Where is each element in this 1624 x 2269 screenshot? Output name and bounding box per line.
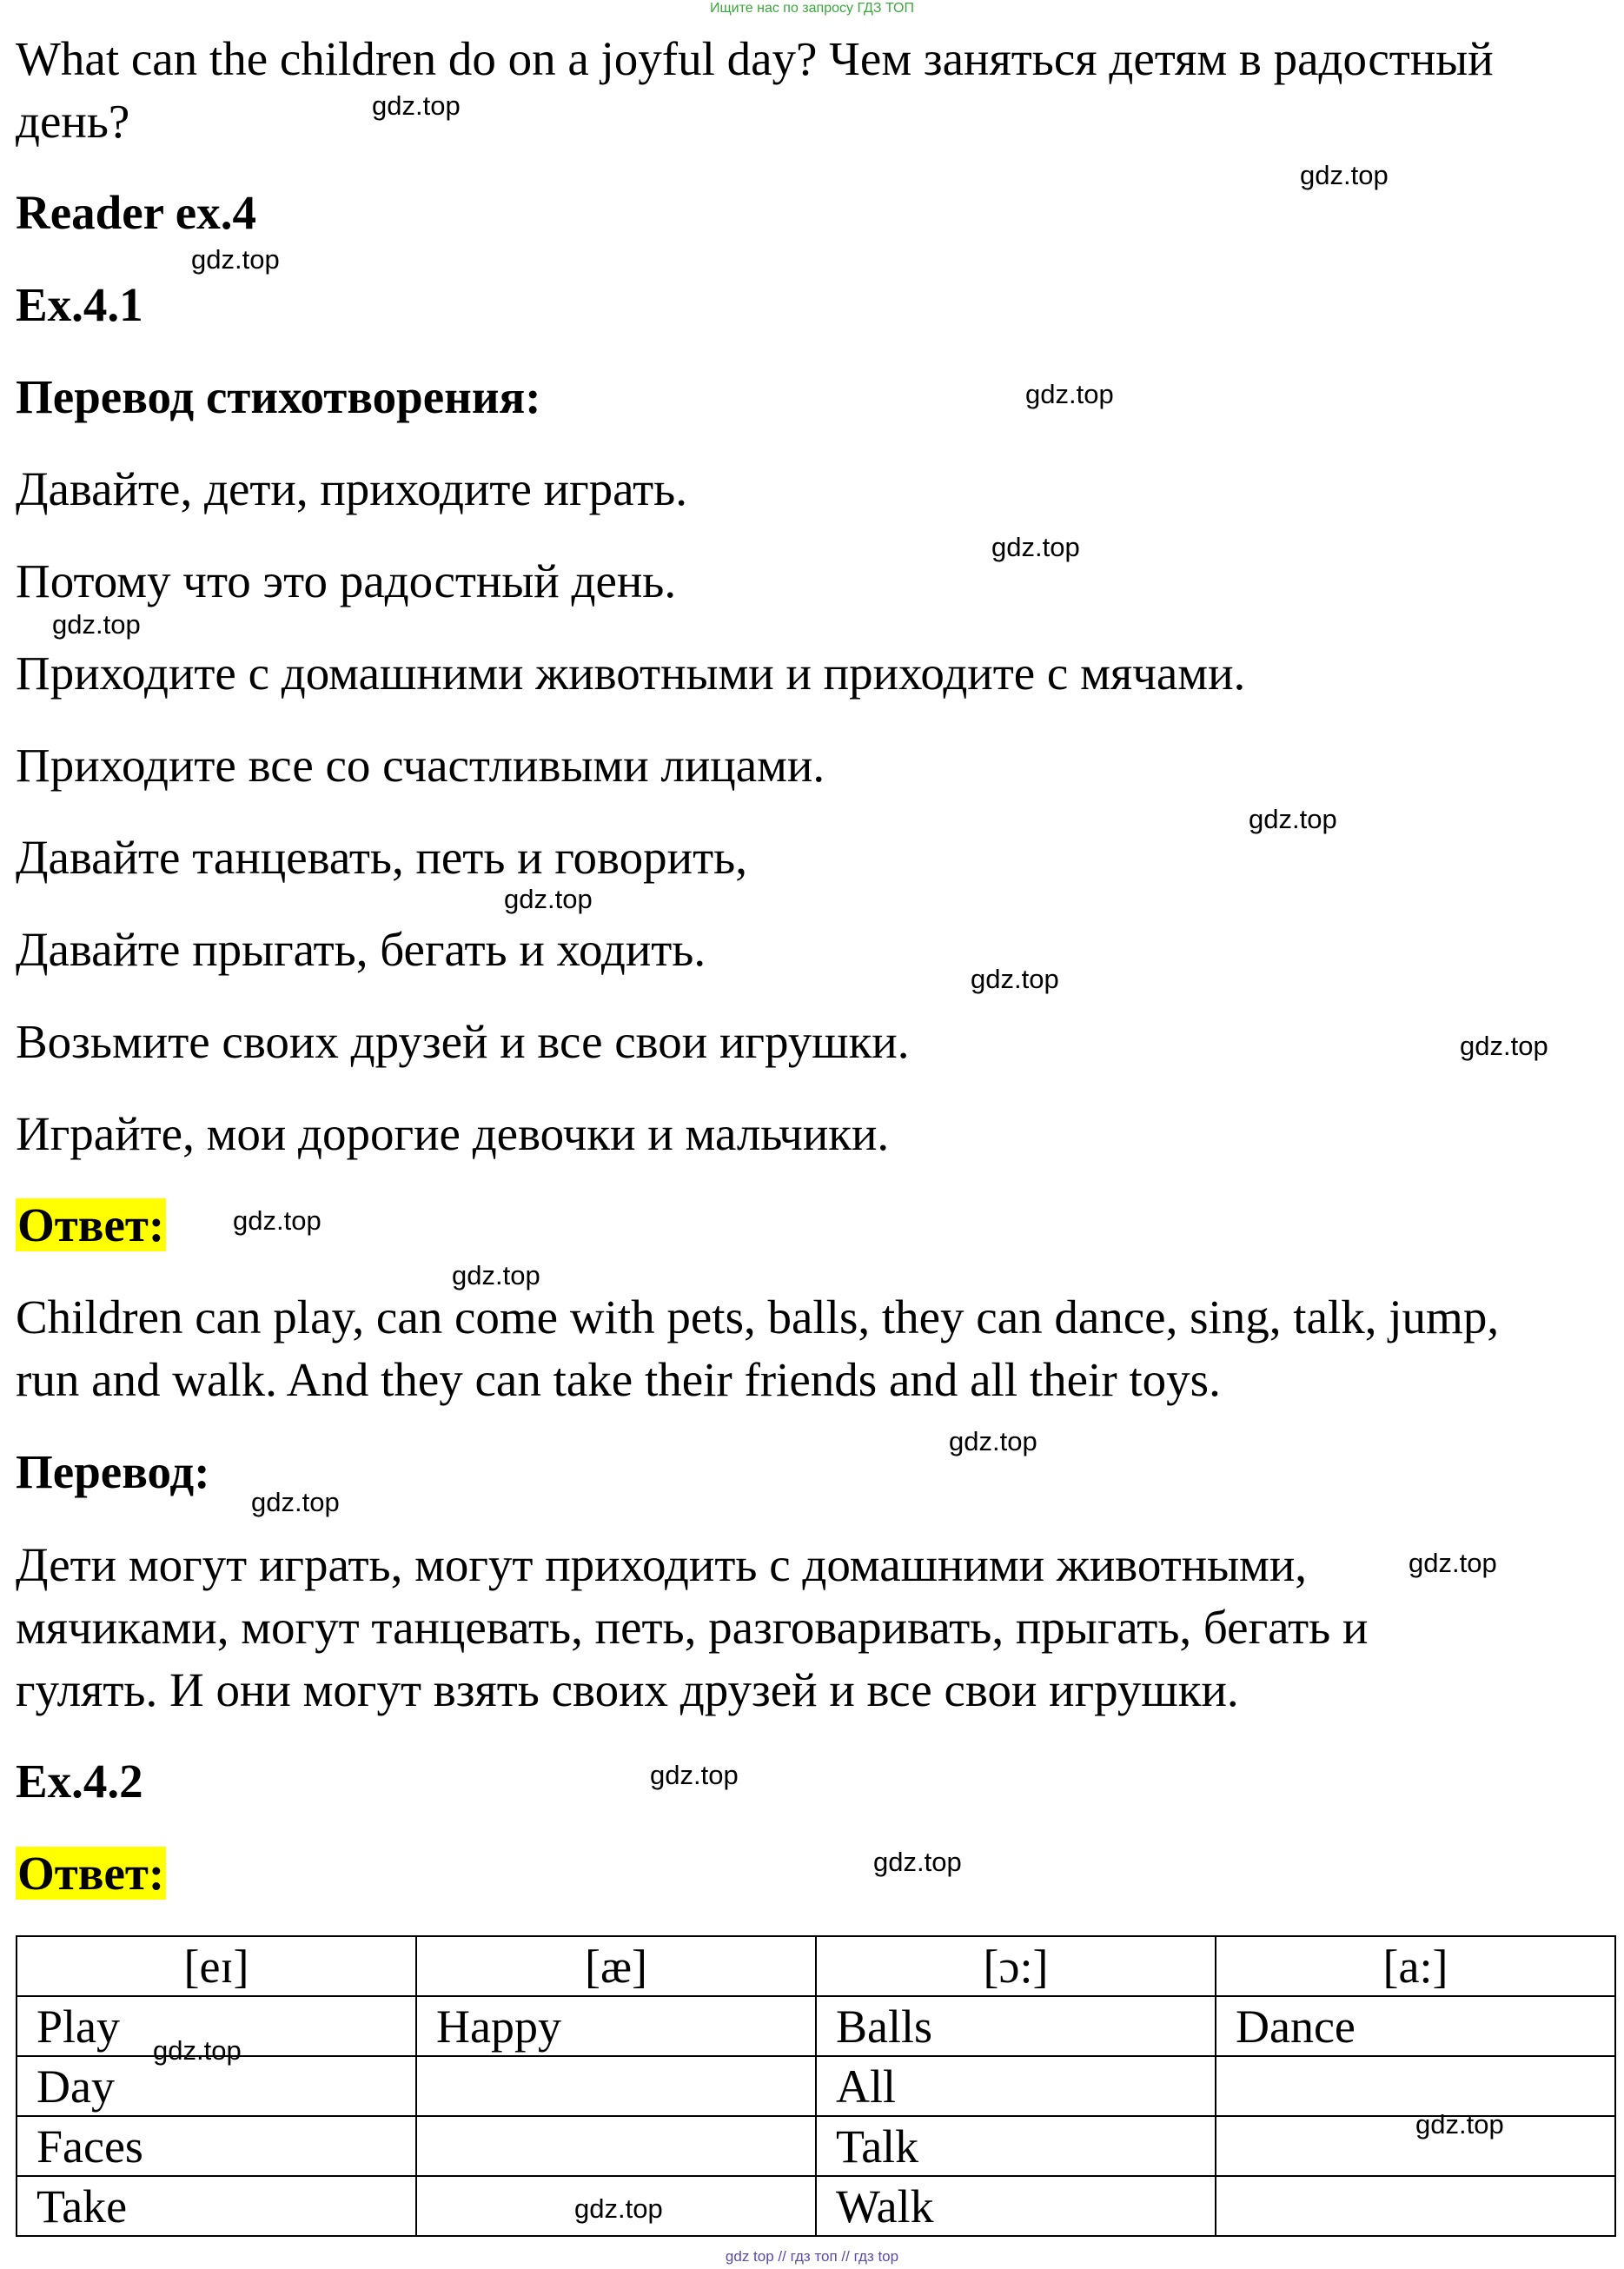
table-row bbox=[17, 2116, 1615, 2176]
table-row bbox=[17, 2176, 1615, 2236]
watermark: gdz.top bbox=[873, 1847, 962, 1877]
watermark: gdz.top bbox=[251, 1487, 340, 1517]
bottom-banner[interactable]: gdz top // гдз топ // гдз top bbox=[725, 2248, 899, 2265]
answer-line-1: Children can play, can come with pets, balls, they can dance, sing, talk, jump, bbox=[16, 1290, 1500, 1343]
translation-line-2: мячиками, могут танцевать, петь, разговаривать, прыгать, бегать и bbox=[16, 1601, 1369, 1654]
watermark: gdz.top bbox=[650, 1760, 739, 1790]
table-cell: All bbox=[816, 2056, 1216, 2116]
table-cell bbox=[416, 2116, 816, 2176]
watermark: gdz.top bbox=[153, 2035, 242, 2066]
table-header-cell: [æ] bbox=[416, 1936, 816, 1996]
answer-highlight: Ответ: bbox=[17, 1198, 165, 1251]
table-row bbox=[17, 1996, 1615, 2056]
watermark: gdz.top bbox=[991, 532, 1080, 562]
watermark: gdz.top bbox=[504, 884, 593, 914]
translation-line-3: гулять. И они могут взять своих друзей и все свои игрушки. bbox=[16, 1663, 1239, 1716]
ex42-heading: Ex.4.2 bbox=[16, 1755, 143, 1808]
translation-line-1: Дети могут играть, могут приходить с домашними животными, bbox=[16, 1538, 1308, 1591]
answer-line-2: run and walk. And they can take their friends and all their toys. bbox=[16, 1353, 1221, 1406]
table-row bbox=[17, 2056, 1615, 2116]
watermark: gdz.top bbox=[233, 1205, 321, 1236]
answer-label bbox=[16, 1194, 166, 1257]
reader-heading: Reader ex.4 bbox=[16, 186, 256, 239]
ex41-heading: Ex.4.1 bbox=[16, 278, 143, 331]
poem-line: Давайте, дети, приходите играть. bbox=[16, 462, 687, 515]
answer-highlight: Ответ: bbox=[17, 1847, 165, 1900]
answer-label-2 bbox=[16, 1842, 166, 1905]
watermark: gdz.top bbox=[949, 1426, 1037, 1456]
table-cell: Take bbox=[17, 2176, 416, 2236]
table-cell: Happy bbox=[416, 1996, 816, 2056]
table-cell bbox=[1216, 2176, 1615, 2236]
table-cell: Talk bbox=[816, 2116, 1216, 2176]
intro-line-2: день? bbox=[16, 95, 130, 148]
poem-line: Давайте танцевать, петь и говорить, bbox=[16, 831, 747, 884]
top-banner[interactable]: Ищите нас по запросу ГДЗ ТОП bbox=[710, 1, 914, 16]
table-header-cell: [eɪ] bbox=[17, 1936, 416, 1996]
watermark: gdz.top bbox=[1300, 160, 1389, 190]
watermark: gdz.top bbox=[1415, 2109, 1504, 2140]
table-cell bbox=[1216, 2056, 1615, 2116]
watermark: gdz.top bbox=[574, 2193, 663, 2224]
poem-line: Возьмите своих друзей и все свои игрушки. bbox=[16, 1015, 910, 1068]
table-cell: Day bbox=[17, 2056, 416, 2116]
table-cell: Faces bbox=[17, 2116, 416, 2176]
intro-line-1: What can the children do on a joyful day? Чем заняться детям в радостный bbox=[16, 32, 1494, 85]
poem-line: Приходите все со счастливыми лицами. bbox=[16, 739, 825, 792]
watermark: gdz.top bbox=[1025, 379, 1114, 409]
watermark: gdz.top bbox=[1249, 804, 1337, 834]
watermark: gdz.top bbox=[1460, 1031, 1548, 1061]
table-header-cell: [ɔ:] bbox=[816, 1936, 1216, 1996]
table-header-cell: [a:] bbox=[1216, 1936, 1615, 1996]
poem-heading: Перевод стихотворения: bbox=[16, 370, 541, 423]
watermark: gdz.top bbox=[372, 90, 461, 121]
watermark: gdz.top bbox=[52, 609, 141, 640]
watermark: gdz.top bbox=[971, 964, 1059, 994]
watermark: gdz.top bbox=[1409, 1548, 1497, 1578]
table-cell bbox=[416, 2056, 816, 2116]
watermark: gdz.top bbox=[452, 1260, 540, 1290]
table-cell: Dance bbox=[1216, 1996, 1615, 2056]
table-cell: Walk bbox=[816, 2176, 1216, 2236]
phonetics-table bbox=[16, 1935, 1616, 2237]
poem-line: Приходите с домашними животными и приходите с мячами. bbox=[16, 647, 1246, 700]
poem-line: Потому что это радостный день. bbox=[16, 554, 677, 607]
table-header-row bbox=[17, 1936, 1615, 1996]
translation-heading: Перевод: bbox=[16, 1445, 210, 1498]
watermark: gdz.top bbox=[191, 244, 280, 275]
table-cell: Balls bbox=[816, 1996, 1216, 2056]
poem-line: Давайте прыгать, бегать и ходить. bbox=[16, 923, 706, 976]
table-cell: Play bbox=[17, 1996, 416, 2056]
poem-line: Играйте, мои дорогие девочки и мальчики. bbox=[16, 1107, 890, 1160]
